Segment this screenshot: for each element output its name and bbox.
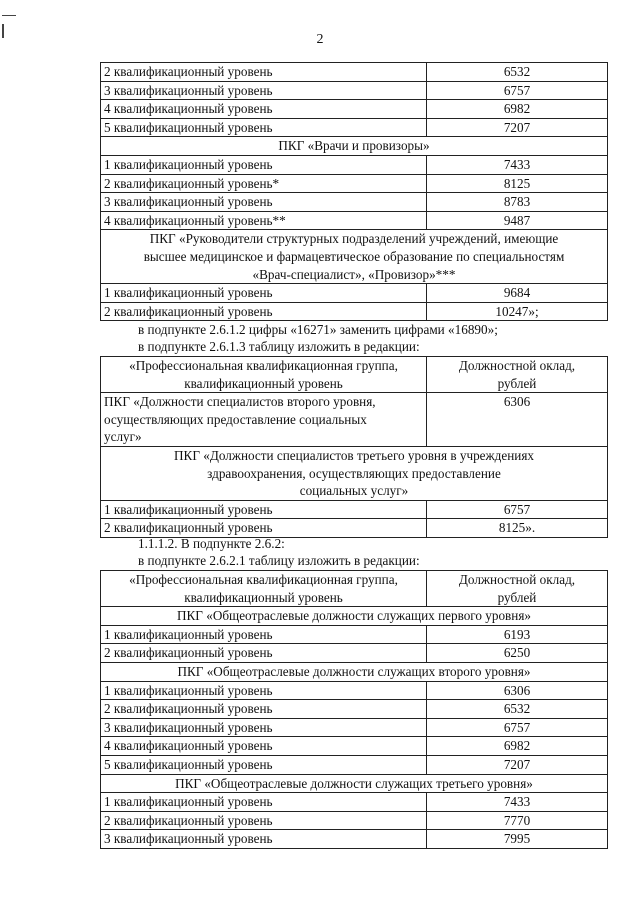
group-heading-line: «Врач-специалист», «Провизор»*** <box>252 266 456 282</box>
table-row <box>101 718 608 737</box>
salary-value: 7770 <box>427 811 608 830</box>
table-row <box>101 137 608 156</box>
salary-value: 6982 <box>427 737 608 756</box>
table-row <box>101 357 608 393</box>
table-row <box>101 155 608 174</box>
table-row <box>101 230 608 284</box>
column-header-line: квалификационный уровень <box>184 375 343 391</box>
table-row <box>101 681 608 700</box>
table-row <box>101 625 608 644</box>
column-header-line: «Профессиональная квалификационная группа, <box>129 572 398 587</box>
salary-value: 9487 <box>427 211 608 230</box>
table-row <box>101 519 608 538</box>
group-heading <box>101 446 608 500</box>
salary-value: 6757 <box>427 500 608 519</box>
level-label: 5 квалификационный уровень <box>101 755 427 774</box>
paragraph-amendment: в подпункте 2.6.2.1 таблицу изложить в редакции: <box>138 553 420 568</box>
salary-value: 6757 <box>427 718 608 737</box>
table-row <box>101 700 608 719</box>
level-label-line: ПКГ «Должности специалистов второго уровня, <box>104 394 376 410</box>
group-heading-line: ПКГ «Должности специалистов третьего уровня в учреждениях <box>174 447 534 463</box>
column-header-group <box>101 571 427 607</box>
level-label: 1 квалификационный уровень <box>101 793 427 812</box>
table-row <box>101 118 608 137</box>
salary-table-medical <box>100 62 608 321</box>
salary-value: 7207 <box>427 118 608 137</box>
level-label: 1 квалификационный уровень <box>101 155 427 174</box>
salary-table-general <box>100 570 608 849</box>
level-label: 4 квалификационный уровень** <box>101 211 427 230</box>
salary-value: 8125». <box>427 519 608 538</box>
table-row <box>101 571 608 607</box>
salary-value: 6193 <box>427 625 608 644</box>
column-header-line: Должностной оклад, <box>458 572 576 587</box>
table-row <box>101 774 608 793</box>
salary-value: 9684 <box>427 284 608 303</box>
level-label: 3 квалификационный уровень <box>101 718 427 737</box>
salary-value: 7433 <box>427 793 608 812</box>
column-header-line: квалификационный уровень <box>184 589 343 605</box>
column-header-line: «Профессиональная квалификационная группа, <box>129 358 398 373</box>
group-heading <box>101 607 608 626</box>
column-header-salary <box>427 357 608 393</box>
level-label: 1 квалификационный уровень <box>101 500 427 519</box>
level-label: 4 квалификационный уровень <box>101 100 427 119</box>
level-label: 3 квалификационный уровень <box>101 81 427 100</box>
paragraph-amendment: 1.1.1.2. В подпункте 2.6.2: <box>138 536 285 551</box>
table-row <box>101 607 608 626</box>
group-heading-line: ПКГ «Врачи и провизоры» <box>278 138 430 154</box>
table-row <box>101 63 608 82</box>
level-label: 2 квалификационный уровень* <box>101 174 427 193</box>
group-heading-line: ПКГ «Руководители структурных подразделений учреждений, имеющие <box>149 231 559 247</box>
level-label: 2 квалификационный уровень <box>101 63 427 82</box>
table-row <box>101 662 608 681</box>
level-label-line: услуг» <box>104 429 142 445</box>
scan-mark <box>2 15 16 16</box>
salary-value: 7995 <box>427 830 608 849</box>
group-heading-line: ПКГ «Общеотраслевые должности служащих первого уровня» <box>176 608 531 624</box>
table-row <box>101 500 608 519</box>
table-row <box>101 644 608 663</box>
column-header-line: рублей <box>497 375 537 391</box>
column-header-salary <box>427 571 608 607</box>
salary-value: 6250 <box>427 644 608 663</box>
salary-value: 7207 <box>427 755 608 774</box>
group-heading-line: ПКГ «Общеотраслевые должности служащих второго уровня» <box>177 663 531 679</box>
salary-table-social <box>100 356 608 538</box>
level-label: 2 квалификационный уровень <box>101 519 427 538</box>
table-row <box>101 174 608 193</box>
level-label: 3 квалификационный уровень <box>101 193 427 212</box>
table-row <box>101 793 608 812</box>
level-label <box>101 393 427 447</box>
group-heading-line: ПКГ «Общеотраслевые должности служащих третьего уровня» <box>175 775 533 791</box>
group-heading <box>101 137 608 156</box>
salary-value: 7433 <box>427 155 608 174</box>
salary-value: 6757 <box>427 81 608 100</box>
level-label: 2 квалификационный уровень <box>101 302 427 321</box>
table-row <box>101 193 608 212</box>
table-row <box>101 811 608 830</box>
salary-value: 6306 <box>427 681 608 700</box>
table-row <box>101 100 608 119</box>
column-header-group <box>101 357 427 393</box>
level-label: 3 квалификационный уровень <box>101 830 427 849</box>
table-row <box>101 830 608 849</box>
level-label: 1 квалификационный уровень <box>101 625 427 644</box>
column-header-line: Должностной оклад, <box>458 358 576 373</box>
table-row <box>101 446 608 500</box>
group-heading <box>101 230 608 284</box>
level-label-line: осуществляющих предоставление социальных <box>104 411 367 427</box>
salary-value: 8783 <box>427 193 608 212</box>
salary-value: 6532 <box>427 63 608 82</box>
level-label: 5 квалификационный уровень <box>101 118 427 137</box>
level-label: 4 квалификационный уровень <box>101 737 427 756</box>
page-number: 2 <box>316 32 324 47</box>
table-row <box>101 302 608 321</box>
group-heading <box>101 662 608 681</box>
paragraph-amendment: в подпункте 2.6.1.2 цифры «16271» заменить цифрами «16890»; <box>138 322 498 337</box>
table-row <box>101 284 608 303</box>
level-label: 1 квалификационный уровень <box>101 284 427 303</box>
salary-value: 6532 <box>427 700 608 719</box>
table-row <box>101 393 608 447</box>
salary-value: 6982 <box>427 100 608 119</box>
level-label: 2 квалификационный уровень <box>101 811 427 830</box>
paragraph-amendment: в подпункте 2.6.1.3 таблицу изложить в редакции: <box>138 339 420 354</box>
table-row <box>101 737 608 756</box>
group-heading-line: социальных услуг» <box>299 483 409 499</box>
level-label: 2 квалификационный уровень <box>101 700 427 719</box>
group-heading-line: высшее медицинское и фармацевтическое образование по специальностям <box>143 248 565 264</box>
salary-value: 10247»; <box>427 302 608 321</box>
salary-value: 6306 <box>427 393 608 447</box>
table-row <box>101 211 608 230</box>
level-label: 1 квалификационный уровень <box>101 681 427 700</box>
group-heading <box>101 774 608 793</box>
level-label: 2 квалификационный уровень <box>101 644 427 663</box>
table-row <box>101 755 608 774</box>
group-heading-line: здравоохранения, осуществляющих предоставление <box>207 465 501 481</box>
column-header-line: рублей <box>497 589 537 605</box>
table-row <box>101 81 608 100</box>
salary-value: 8125 <box>427 174 608 193</box>
